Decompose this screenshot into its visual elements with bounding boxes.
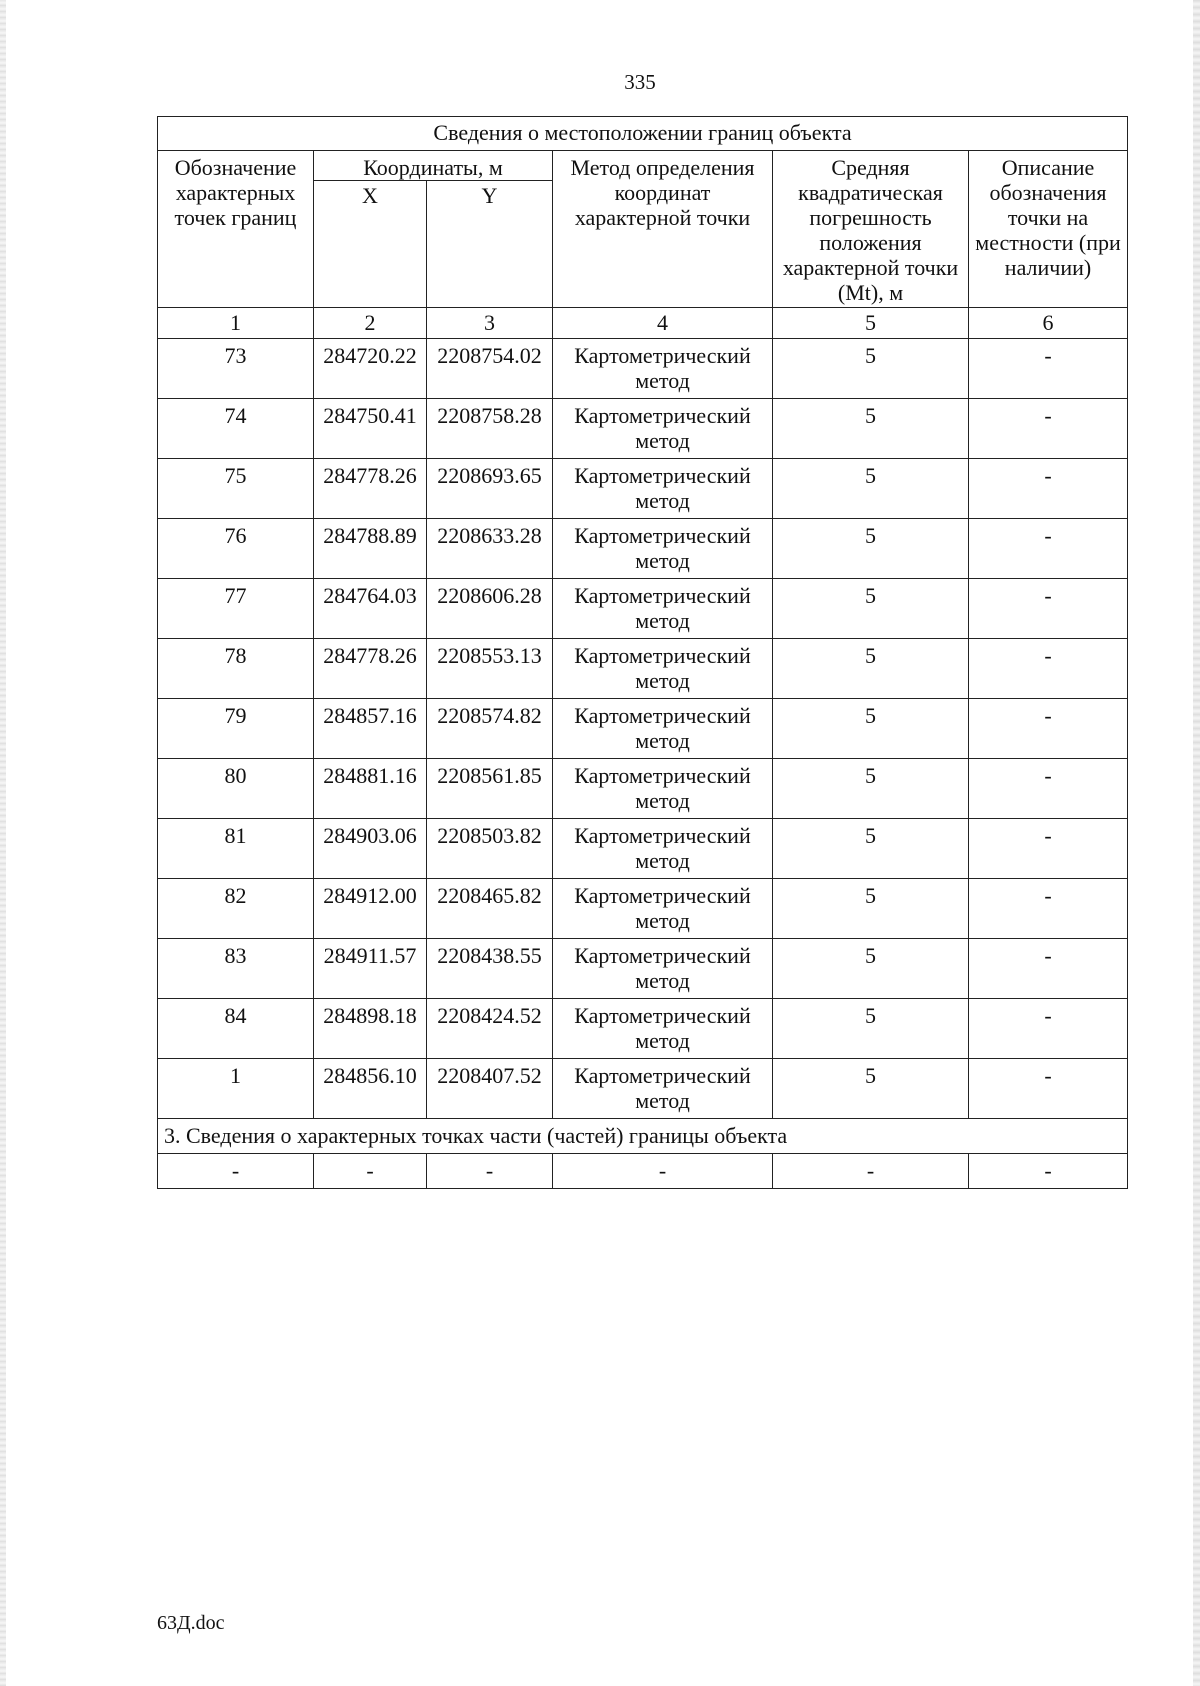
cell-y: 2208693.65 — [427, 459, 553, 519]
cell-error: 5 — [773, 879, 969, 939]
cell-description: - — [969, 759, 1128, 819]
cell-method: Картометрический метод — [553, 939, 773, 999]
cell-error: 5 — [773, 759, 969, 819]
table-row — [158, 459, 1128, 519]
cell-point: 74 — [158, 399, 314, 459]
cell-y: 2208633.28 — [427, 519, 553, 579]
cell-point: 79 — [158, 699, 314, 759]
cell-y: 2208754.02 — [427, 339, 553, 399]
header-y: Y — [427, 181, 553, 308]
cell-description: - — [969, 579, 1128, 639]
cell-description: - — [969, 699, 1128, 759]
cell-description: - — [969, 459, 1128, 519]
cell-point: 75 — [158, 459, 314, 519]
table-row — [158, 1059, 1128, 1119]
column-number: 2 — [314, 308, 427, 339]
cell-error: 5 — [773, 579, 969, 639]
cell-y: 2208606.28 — [427, 579, 553, 639]
cell-method: Картометрический метод — [553, 519, 773, 579]
section-3-cell: - — [969, 1154, 1128, 1189]
cell-y: 2208424.52 — [427, 999, 553, 1059]
table-row — [158, 759, 1128, 819]
table-row — [158, 639, 1128, 699]
table-row — [158, 339, 1128, 399]
cell-method: Картометрический метод — [553, 819, 773, 879]
cell-description: - — [969, 1059, 1128, 1119]
cell-error: 5 — [773, 459, 969, 519]
cell-y: 2208465.82 — [427, 879, 553, 939]
cell-method: Картометрический метод — [553, 639, 773, 699]
section-3-cell: - — [158, 1154, 314, 1189]
cell-description: - — [969, 399, 1128, 459]
cell-error: 5 — [773, 819, 969, 879]
section-3-values-row — [158, 1154, 1128, 1189]
cell-point: 84 — [158, 999, 314, 1059]
cell-point: 80 — [158, 759, 314, 819]
boundary-coordinates-table — [157, 116, 1128, 1189]
cell-point: 78 — [158, 639, 314, 699]
cell-x: 284750.41 — [314, 399, 427, 459]
cell-method: Картометрический метод — [553, 339, 773, 399]
cell-x: 284903.06 — [314, 819, 427, 879]
cell-x: 284788.89 — [314, 519, 427, 579]
column-number: 5 — [773, 308, 969, 339]
cell-x: 284856.10 — [314, 1059, 427, 1119]
page-number: 335 — [624, 70, 656, 94]
cell-method: Картометрический метод — [553, 999, 773, 1059]
cell-method: Картометрический метод — [553, 399, 773, 459]
section-3-cell: - — [427, 1154, 553, 1189]
cell-x: 284912.00 — [314, 879, 427, 939]
cell-y: 2208503.82 — [427, 819, 553, 879]
scan-edge-right — [1193, 0, 1200, 1686]
column-number: 4 — [553, 308, 773, 339]
section-3-row — [158, 1119, 1128, 1154]
cell-method: Картометрический метод — [553, 579, 773, 639]
scan-edge-left — [0, 0, 6, 1686]
cell-method: Картометрический метод — [553, 759, 773, 819]
header-description: Описание обозначения точки на местности (при наличии) — [969, 151, 1128, 308]
cell-point: 1 — [158, 1059, 314, 1119]
table-row — [158, 579, 1128, 639]
cell-y: 2208758.28 — [427, 399, 553, 459]
cell-x: 284911.57 — [314, 939, 427, 999]
cell-x: 284857.16 — [314, 699, 427, 759]
table-row — [158, 699, 1128, 759]
cell-description: - — [969, 999, 1128, 1059]
section-3-cell: - — [314, 1154, 427, 1189]
cell-point: 83 — [158, 939, 314, 999]
column-numbers-row — [158, 308, 1128, 339]
header-x: X — [314, 181, 427, 308]
cell-y: 2208438.55 — [427, 939, 553, 999]
cell-x: 284778.26 — [314, 459, 427, 519]
table-row — [158, 879, 1128, 939]
cell-method: Картометрический метод — [553, 699, 773, 759]
cell-description: - — [969, 639, 1128, 699]
cell-error: 5 — [773, 999, 969, 1059]
table-row — [158, 519, 1128, 579]
table-row — [158, 399, 1128, 459]
header-method: Метод определения координат характерной точки — [553, 151, 773, 308]
table-row — [158, 819, 1128, 879]
cell-x: 284898.18 — [314, 999, 427, 1059]
cell-y: 2208561.85 — [427, 759, 553, 819]
cell-error: 5 — [773, 399, 969, 459]
cell-description: - — [969, 879, 1128, 939]
cell-point: 76 — [158, 519, 314, 579]
cell-y: 2208407.52 — [427, 1059, 553, 1119]
table-title: Сведения о местоположении границ объекта — [158, 117, 1128, 151]
header-mean-error: Средняя квадратическая погрешность положения характерной точки (Mt), м — [773, 151, 969, 308]
cell-error: 5 — [773, 939, 969, 999]
cell-x: 284778.26 — [314, 639, 427, 699]
cell-error: 5 — [773, 639, 969, 699]
cell-point: 82 — [158, 879, 314, 939]
file-name-footer: 63Д.doc — [157, 1612, 225, 1634]
header-coordinates: Координаты, м — [314, 151, 553, 181]
table-header-row — [158, 151, 1128, 181]
cell-error: 5 — [773, 699, 969, 759]
table-title-row — [158, 117, 1128, 151]
column-number: 1 — [158, 308, 314, 339]
section-3-cell: - — [553, 1154, 773, 1189]
cell-method: Картометрический метод — [553, 459, 773, 519]
cell-point: 81 — [158, 819, 314, 879]
column-number: 6 — [969, 308, 1128, 339]
cell-y: 2208553.13 — [427, 639, 553, 699]
cell-method: Картометрический метод — [553, 1059, 773, 1119]
table-row — [158, 939, 1128, 999]
cell-error: 5 — [773, 339, 969, 399]
cell-x: 284764.03 — [314, 579, 427, 639]
column-number: 3 — [427, 308, 553, 339]
cell-method: Картометрический метод — [553, 879, 773, 939]
cell-point: 77 — [158, 579, 314, 639]
cell-point: 73 — [158, 339, 314, 399]
cell-error: 5 — [773, 519, 969, 579]
section-3-title: 3. Сведения о характерных точках части (частей) границы объекта — [158, 1119, 1128, 1154]
section-3-cell: - — [773, 1154, 969, 1189]
cell-description: - — [969, 339, 1128, 399]
cell-description: - — [969, 939, 1128, 999]
cell-description: - — [969, 819, 1128, 879]
cell-description: - — [969, 519, 1128, 579]
cell-x: 284881.16 — [314, 759, 427, 819]
header-point-designation: Обозначение характерных точек границ — [158, 151, 314, 308]
cell-y: 2208574.82 — [427, 699, 553, 759]
cell-error: 5 — [773, 1059, 969, 1119]
table-row — [158, 999, 1128, 1059]
cell-x: 284720.22 — [314, 339, 427, 399]
